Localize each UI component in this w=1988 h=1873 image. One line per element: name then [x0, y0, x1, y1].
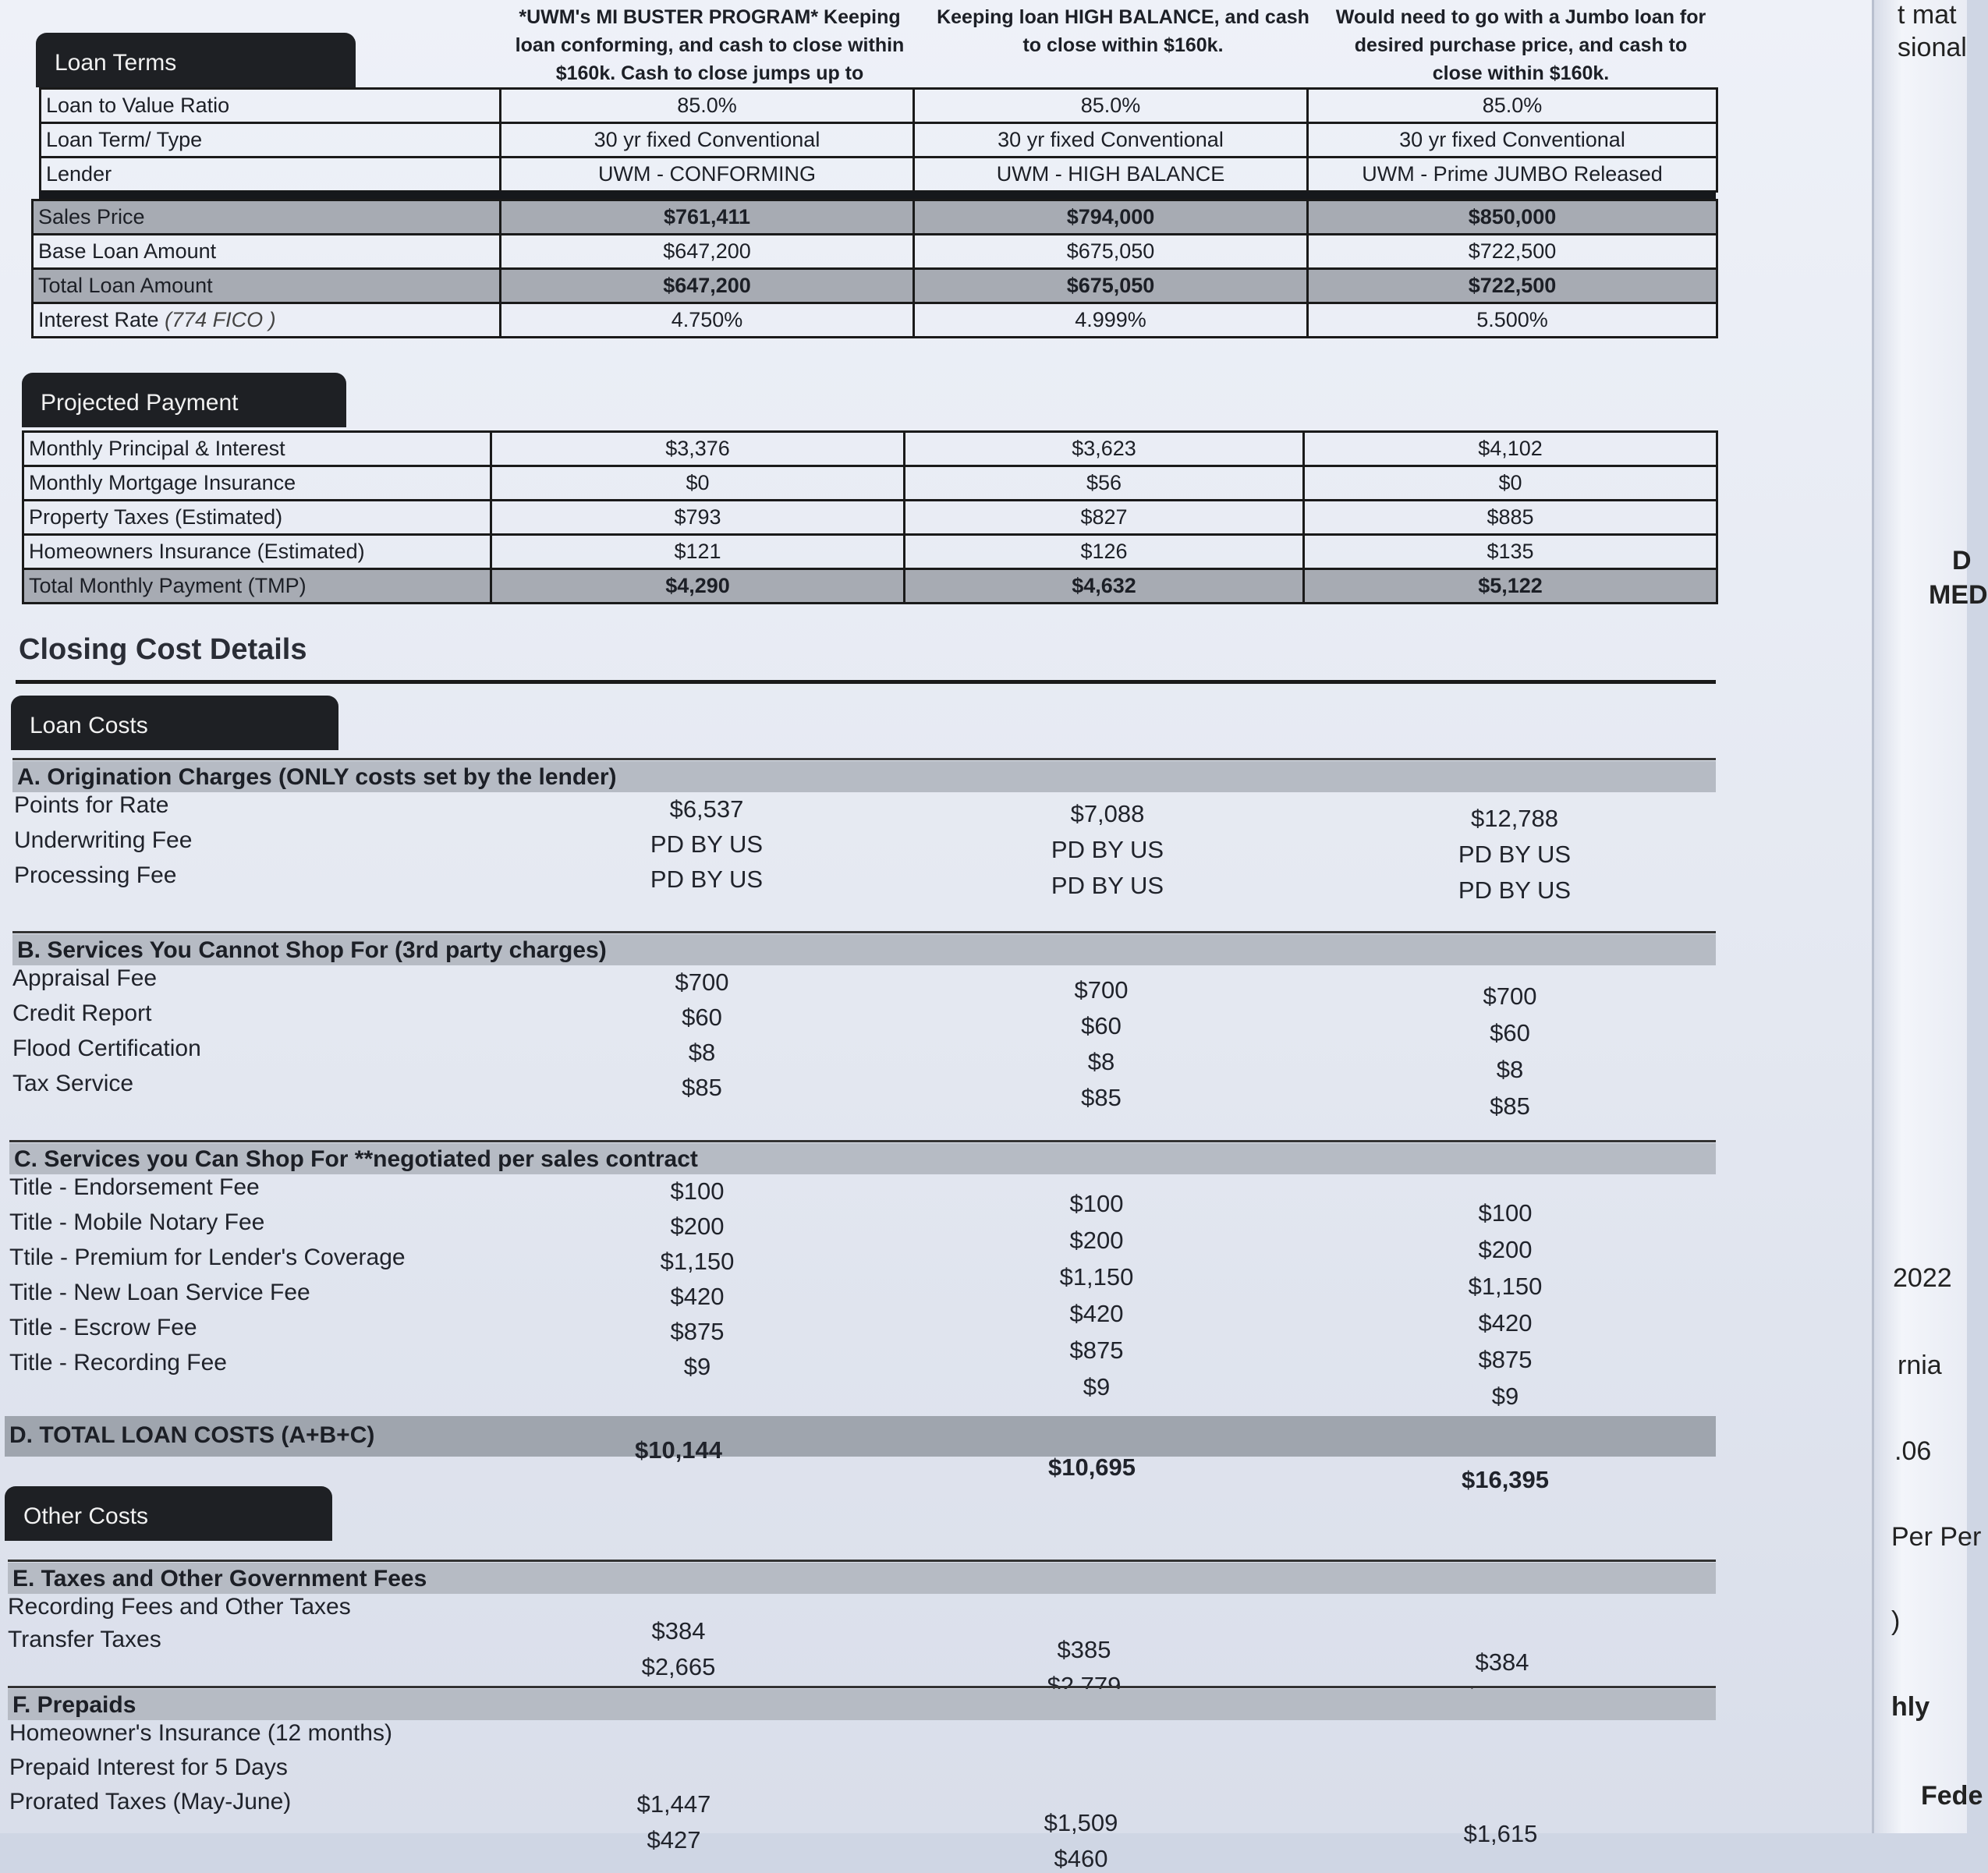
total-loan-costs-value-2: $10,695: [1047, 1453, 1136, 1481]
loan-terms-cell-3: UWM - Prime JUMBO Released: [1308, 158, 1717, 192]
payment-cell-2: $3,623: [905, 432, 1304, 466]
loan-terms-row-label: [41, 158, 501, 192]
payment-cell-2: $126: [905, 535, 1304, 569]
cost-item-value-3: $85: [1490, 1092, 1530, 1120]
cost-item-label: Title - Endorsement Fee: [9, 1174, 260, 1200]
side-fragment: .06: [1894, 1436, 1932, 1466]
cost-item-value-3: $8: [1496, 1056, 1524, 1083]
cost-item-value-3: PD BY US: [1458, 876, 1572, 904]
price-cell-2: 4.999%: [914, 303, 1308, 338]
cost-item-value-2: $385: [1057, 1636, 1111, 1663]
cost-item-value-2: $100: [1069, 1190, 1124, 1217]
loan-terms-cell-2: 85.0%: [914, 89, 1308, 123]
side-fragment: Per Per: [1891, 1522, 1982, 1552]
cost-item-value-3: $1,615: [1463, 1820, 1538, 1847]
cost-item-label: Processing Fee: [14, 862, 177, 888]
section-heading: C. Services you Can Shop For **negotiated per sales contract: [14, 1146, 698, 1172]
cost-item-label: Transfer Taxes: [8, 1627, 161, 1652]
side-fragment: 2022: [1893, 1263, 1952, 1293]
cost-item-value-1: $420: [670, 1283, 725, 1310]
section-heading-band: [8, 1689, 1716, 1720]
section-rule: [8, 1560, 1716, 1562]
cost-item-value-2: $7,088: [1070, 800, 1145, 827]
section-heading-band: [12, 934, 1716, 965]
cost-item-value-3: $420: [1478, 1309, 1533, 1337]
cost-item-value-2: $1,509: [1044, 1809, 1118, 1836]
loan-terms-row: [41, 158, 1717, 192]
cost-item-value-1: $200: [670, 1213, 725, 1240]
side-fragment: rnia: [1898, 1351, 1942, 1380]
cost-item-value-2: $460: [1054, 1845, 1108, 1872]
cost-item-value-2: $875: [1069, 1337, 1124, 1364]
price-cell-3: $722,500: [1308, 235, 1717, 269]
cost-item-label: Points for Rate: [14, 792, 169, 818]
cost-item-value-2: $8: [1087, 1048, 1115, 1075]
price-row-label: [33, 269, 501, 303]
payment-row-label: [23, 501, 491, 535]
total-loan-costs-band: [5, 1416, 1716, 1457]
cost-item-label: Prorated Taxes (May-June): [9, 1789, 292, 1815]
section-heading-band: [12, 761, 1716, 792]
row-label-text: Monthly Principal & Interest: [29, 437, 285, 460]
cost-item-value-1: $384: [651, 1617, 706, 1645]
payment-cell-1: $3,376: [491, 432, 905, 466]
row-label-text: Interest Rate: [38, 308, 159, 331]
price-row-label: [33, 303, 501, 338]
closing-cost-rule: [16, 680, 1716, 684]
cost-item-label: Tax Service: [12, 1071, 134, 1096]
loan-terms-cell-1: 30 yr fixed Conventional: [501, 123, 914, 158]
loan-terms-row-label: [41, 123, 501, 158]
cost-item-value-1: $60: [682, 1004, 722, 1031]
cost-item-label: Appraisal Fee: [12, 965, 158, 991]
cost-item-label: Homeowner's Insurance (12 months): [9, 1720, 392, 1746]
payment-cell-3: $135: [1304, 535, 1717, 569]
section-heading: E. Taxes and Other Government Fees: [12, 1566, 427, 1592]
cost-item-label: Title - Recording Fee: [9, 1350, 227, 1376]
loan-terms-cell-2: UWM - HIGH BALANCE: [914, 158, 1308, 192]
section-rule: [12, 758, 1716, 760]
cost-item-value-1: $100: [670, 1177, 725, 1205]
payment-cell-3: $4,102: [1304, 432, 1717, 466]
cost-item-label: Credit Report: [12, 1000, 152, 1026]
price-cell-3: $850,000: [1308, 200, 1717, 235]
cost-item-value-3: $700: [1483, 983, 1537, 1010]
loan-terms-row: [41, 89, 1717, 123]
cost-item-value-1: $875: [670, 1318, 725, 1345]
cost-item-value-2: $85: [1081, 1084, 1122, 1111]
row-label-text: Lender: [46, 162, 112, 186]
payment-row: [23, 569, 1717, 604]
section-heading-band: [9, 1143, 1716, 1174]
payment-row: [23, 501, 1717, 535]
price-row: [33, 235, 1717, 269]
total-loan-costs-value-3: $16,395: [1461, 1466, 1550, 1493]
side-fragment: sional: [1898, 33, 1967, 62]
price-cell-3: 5.500%: [1308, 303, 1717, 338]
row-label-text: Loan to Value Ratio: [46, 94, 230, 117]
payment-row-label: [23, 432, 491, 466]
payment-row: [23, 466, 1717, 501]
cost-item-value-1: $8: [688, 1039, 716, 1066]
cost-item-value-1: $6,537: [669, 795, 744, 823]
cost-item-value-2: $9: [1083, 1373, 1111, 1400]
total-loan-costs-value-1: $10,144: [634, 1436, 723, 1464]
cost-item-value-2: PD BY US: [1051, 872, 1164, 899]
cost-item-value-2: $200: [1069, 1227, 1124, 1254]
price-cell-1: 4.750%: [501, 303, 914, 338]
payment-cell-3: $0: [1304, 466, 1717, 501]
cost-item-value-1: PD BY US: [650, 830, 764, 858]
section-rule: [12, 931, 1716, 933]
row-label-text: Homeowners Insurance (Estimated): [29, 540, 365, 563]
column-header-2: Keeping loan HIGH BALANCE, and cash to close within $160k.: [937, 6, 1309, 56]
payment-cell-1: $121: [491, 535, 905, 569]
loan-terms-cell-2: 30 yr fixed Conventional: [914, 123, 1308, 158]
payment-cell-3: $885: [1304, 501, 1717, 535]
price-cell-1: $647,200: [501, 235, 914, 269]
payment-row-label: [23, 535, 491, 569]
cost-item-value-3: $1,150: [1468, 1273, 1543, 1300]
cost-item-value-3: $12,788: [1470, 805, 1559, 832]
cost-item-value-1: $85: [682, 1074, 722, 1101]
cost-item-value-1: $700: [675, 968, 729, 996]
price-table: [31, 199, 1718, 338]
cost-item-value-2: $420: [1069, 1300, 1124, 1327]
price-cell-1: $647,200: [501, 269, 914, 303]
cost-item-label: Ttile - Premium for Lender's Coverage: [9, 1245, 406, 1270]
payment-cell-2: $827: [905, 501, 1304, 535]
adjacent-page-edge: [1872, 0, 1988, 1833]
cost-item-label: Prepaid Interest for 5 Days: [9, 1754, 288, 1780]
loan-terms-row: [41, 123, 1717, 158]
price-cell-2: $675,050: [914, 235, 1308, 269]
cost-item-value-1: $427: [647, 1826, 701, 1854]
cost-item-label: Flood Certification: [12, 1036, 201, 1061]
payment-cell-2: $56: [905, 466, 1304, 501]
cost-item-value-3: $9: [1491, 1383, 1519, 1410]
payment-cell-1: $793: [491, 501, 905, 535]
total-loan-costs-label: D. TOTAL LOAN COSTS (A+B+C): [9, 1422, 375, 1448]
payment-cell-1: $4,290: [491, 569, 905, 604]
closing-cost-title: Closing Cost Details: [19, 633, 307, 666]
fico-score-note: (774 FICO ): [165, 308, 276, 331]
side-fragment: hly: [1891, 1692, 1930, 1722]
payment-row-label: [23, 569, 491, 604]
cost-item-value-1: PD BY US: [650, 866, 764, 893]
cost-item-value-1: $1,150: [660, 1248, 735, 1275]
loan-terms-cell-1: UWM - CONFORMING: [501, 158, 914, 192]
price-cell-2: $794,000: [914, 200, 1308, 235]
column-header-1: *UWM's MI BUSTER PROGRAM* Keeping loan conforming, and cash to close within $160k. Cash to close jumps up to: [515, 6, 905, 84]
section-rule: [8, 1686, 1716, 1688]
section-rule: [9, 1140, 1716, 1142]
loan-terms-cell-3: 85.0%: [1308, 89, 1717, 123]
price-cell-3: $722,500: [1308, 269, 1717, 303]
cost-item-label: Title - Escrow Fee: [9, 1315, 197, 1340]
cost-item-value-2: $700: [1074, 976, 1129, 1004]
loan-costs-tab: Loan Costs: [11, 696, 338, 750]
price-row: [33, 200, 1717, 235]
cost-item-value-3: $100: [1478, 1199, 1533, 1227]
cost-item-value-3: $875: [1478, 1346, 1533, 1373]
cost-item-value-2: $60: [1081, 1012, 1122, 1039]
price-row-label: [33, 200, 501, 235]
side-fragment: t mat: [1898, 0, 1957, 30]
cost-item-value-2: $1,150: [1059, 1263, 1134, 1291]
column-header-3: Would need to go with a Jumbo loan for desired purchase price, and cash to close within $160k.: [1335, 6, 1706, 84]
cost-item-value-3: PD BY US: [1458, 841, 1572, 868]
side-fragment: Fede: [1921, 1781, 1983, 1811]
cost-item-value-3: $200: [1478, 1236, 1533, 1263]
cost-item-value-1: $1,447: [636, 1790, 711, 1818]
cost-item-label: Title - New Loan Service Fee: [9, 1280, 310, 1305]
projected-payment-tab: Projected Payment: [22, 373, 346, 427]
section-heading: F. Prepaids: [12, 1692, 136, 1718]
loan-terms-row-label: [41, 89, 501, 123]
section-heading: A. Origination Charges (ONLY costs set by the lender): [17, 764, 617, 790]
cost-item-value-1: $9: [683, 1353, 711, 1380]
row-label-text: Loan Term/ Type: [46, 128, 203, 151]
side-fragment: MED: [1929, 580, 1988, 610]
payment-cell-3: $5,122: [1304, 569, 1717, 604]
payment-cell-2: $4,632: [905, 569, 1304, 604]
price-row-label: [33, 235, 501, 269]
row-label-text: Total Monthly Payment (TMP): [29, 574, 307, 597]
section-heading: B. Services You Cannot Shop For (3rd party charges): [17, 937, 607, 963]
loan-terms-table: [39, 87, 1718, 193]
cost-item-value-3: $60: [1490, 1019, 1530, 1046]
row-label-text: Base Loan Amount: [38, 239, 217, 263]
row-label-text: Total Loan Amount: [38, 274, 213, 297]
price-cell-1: $761,411: [501, 200, 914, 235]
payment-cell-1: $0: [491, 466, 905, 501]
other-costs-tab: Other Costs: [5, 1486, 332, 1541]
cost-item-value-1: $2,665: [641, 1653, 716, 1680]
cost-item-value-2: PD BY US: [1051, 836, 1164, 863]
price-cell-2: $675,050: [914, 269, 1308, 303]
side-fragment: D: [1952, 546, 1972, 575]
side-fragment: ): [1891, 1606, 1901, 1636]
payment-row-label: [23, 466, 491, 501]
cost-item-label: Title - Mobile Notary Fee: [9, 1209, 265, 1235]
cost-item-label: Recording Fees and Other Taxes: [8, 1594, 351, 1620]
loan-terms-cell-3: 30 yr fixed Conventional: [1308, 123, 1717, 158]
row-label-text: Property Taxes (Estimated): [29, 505, 283, 529]
row-label-text: Monthly Mortgage Insurance: [29, 471, 296, 494]
loan-terms-cell-1: 85.0%: [501, 89, 914, 123]
payment-row: [23, 535, 1717, 569]
row-label-text: Sales Price: [38, 205, 145, 228]
price-row: [33, 269, 1717, 303]
projected-payment-table: [22, 430, 1718, 604]
cost-item-value-3: $384: [1475, 1648, 1529, 1676]
cost-item-label: Underwriting Fee: [14, 827, 193, 853]
price-row: [33, 303, 1717, 338]
section-heading-band: [8, 1563, 1716, 1594]
payment-row: [23, 432, 1717, 466]
loan-terms-tab: Loan Terms: [36, 33, 356, 87]
